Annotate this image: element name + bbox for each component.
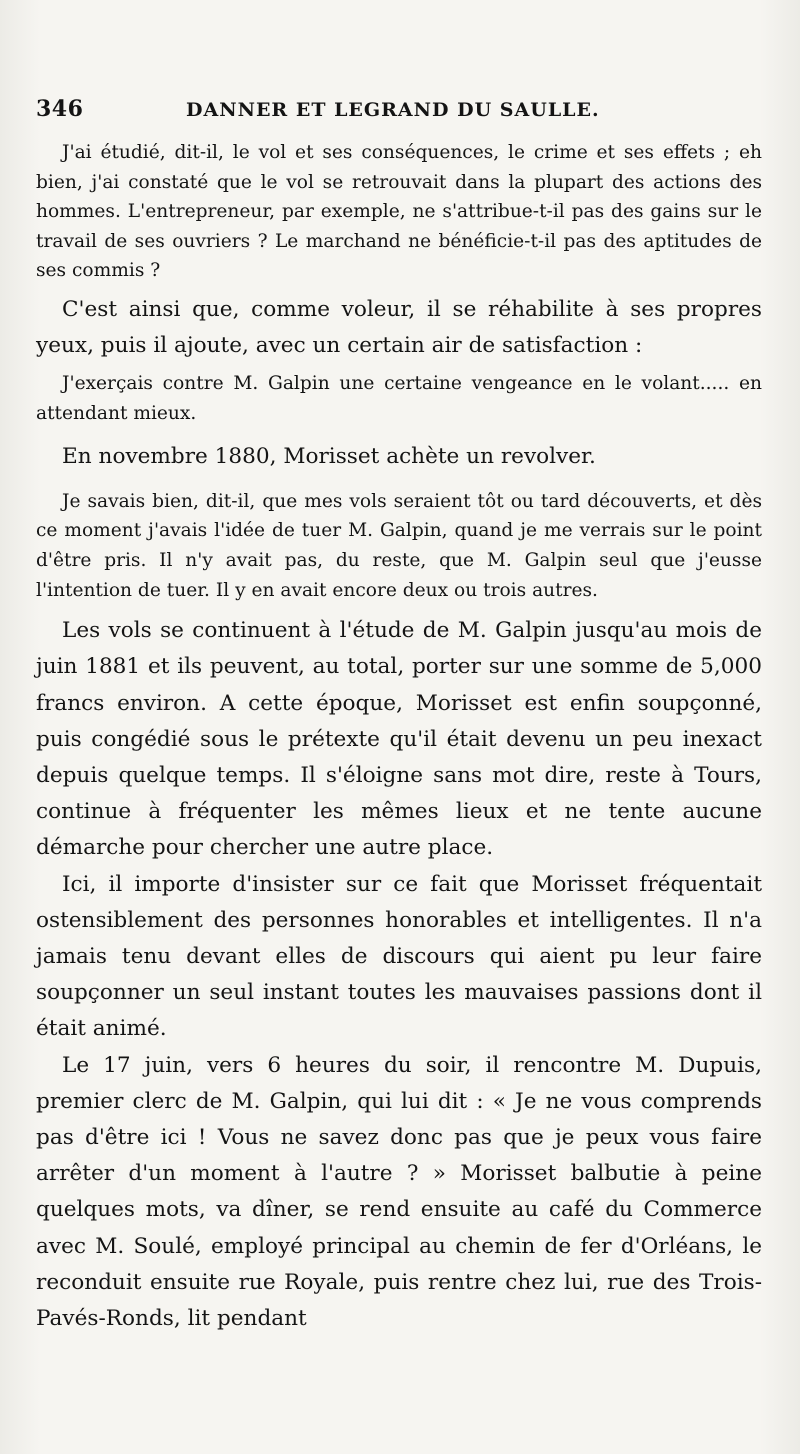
page-body <box>36 138 762 1337</box>
page-header <box>36 96 760 130</box>
quote-paragraph: J'ai étudié, dit-il, le vol et ses conséquences, le crime et ses effets ; eh bien, j'ai constaté que le vol se retrouvait dans la plupart des actions des hommes. L'entrepreneur, par exemple, ne s'attribue-t-il pas des gains sur le travail de ses ouvriers ? Le marchand ne bénéficie-t-il pas des aptitudes de ses commis ? <box>36 142 762 282</box>
page-number: 346 <box>36 96 84 122</box>
running-title: DANNER ET LEGRAND DU SAULLE. <box>186 99 600 121</box>
quote-paragraph: Je savais bien, dit-il, que mes vols seraient tôt ou tard découverts, et dès ce moment j'avais l'idée de tuer M. Galpin, quand je me verrais sur le point d'être pris. Il n'y avait pas, du reste, que M. Galpin seul que j'eusse l'intention de tuer. Il y en avait encore deux ou trois autres. <box>36 490 762 601</box>
quote-paragraph: J'exerçais contre M. Galpin une certaine vengeance en le volant..... en attendant mieux. <box>36 373 762 424</box>
body-paragraph: Les vols se continuent à l'étude de M. Galpin jusqu'au mois de juin 1881 et ils peuvent, au total, porter sur une somme de 5,000 francs environ. A cette époque, Morisset est enfin soupçonné, puis congédié sous le prétexte qu'il était devenu un peu inexact depuis quelque temps. Il s'éloigne sans mot dire, reste à Tours, continue à fréquenter les mêmes lieux et ne tente aucune démarche pour chercher une autre place. <box>36 618 762 861</box>
body-paragraph: En novembre 1880, Morisset achète un revolver. <box>62 443 596 469</box>
body-paragraph: Ici, il importe d'insister sur ce fait que Morisset fréquentait ostensiblement des personnes honorables et intelligentes. Il n'a jamais tenu devant elles de discours qui aient pu leur faire soupçonner un seul instant toutes les mauvaises passions dont il était animé. <box>36 871 762 1042</box>
body-paragraph: C'est ainsi que, comme voleur, il se réhabilite à ses propres yeux, puis il ajoute, avec un certain air de satisfaction : <box>36 296 762 359</box>
body-paragraph: Le 17 juin, vers 6 heures du soir, il rencontre M. Dupuis, premier clerc de M. Galpin, qui lui dit : « Je ne vous comprends pas d'être ici ! Vous ne savez donc pas que je peux vous faire arrêter d'un moment à l'autre ? » Morisset balbutie à peine quelques mots, va dîner, se rend ensuite au café du Commerce avec M. Soulé, employé principal au chemin de fer d'Orléans, le reconduit ensuite rue Royale, puis rentre chez lui, rue des Trois-Pavés-Ronds, lit pendant <box>36 1052 762 1331</box>
